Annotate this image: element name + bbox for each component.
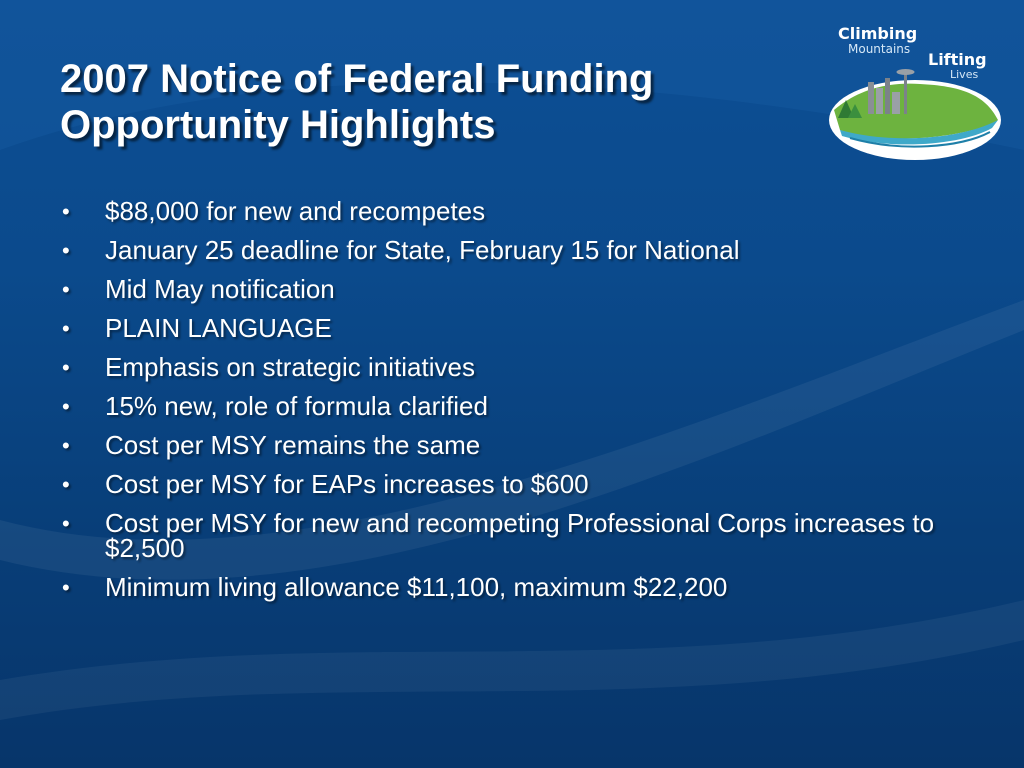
- logo-text-climbing: Climbing: [838, 24, 918, 43]
- bullet-text: $88,000 for new and recompetes: [105, 196, 486, 226]
- bullet-marker: •: [62, 277, 70, 302]
- bullet-text: Cost per MSY for EAPs increases to $600: [105, 469, 589, 499]
- bullet-text: Emphasis on strategic initiatives: [105, 352, 475, 382]
- bullet-text: Mid May notification: [105, 274, 335, 304]
- bullet-marker: •: [62, 394, 70, 419]
- bullet-marker: •: [62, 199, 70, 224]
- bullet-marker: •: [62, 511, 70, 536]
- bullet-text: PLAIN LANGUAGE: [105, 313, 332, 343]
- bullet-marker: •: [62, 433, 70, 458]
- bullet-item: [58, 274, 958, 304]
- bullet-marker: •: [62, 472, 70, 497]
- bullet-marker: •: [62, 355, 70, 380]
- bullet-item: [58, 430, 958, 460]
- title-line-2: Opportunity Highlights: [60, 103, 496, 147]
- logo-text-lifting: Lifting: [928, 50, 987, 69]
- logo-text-lives: Lives: [950, 68, 979, 81]
- logo-text-mountains: Mountains: [848, 42, 911, 56]
- bullet-marker: •: [62, 238, 70, 263]
- bullet-text: 15% new, role of formula clarified: [105, 391, 488, 421]
- bullet-item: [58, 508, 958, 563]
- bullet-text: Cost per MSY for new and recompeting Professional Corps increases to $2,500: [105, 508, 935, 563]
- bullet-marker: •: [62, 575, 70, 600]
- bullet-text: January 25 deadline for State, February 15 for National: [105, 235, 740, 265]
- bullet-text: Cost per MSY remains the same: [105, 430, 481, 460]
- slide-title: [60, 56, 820, 148]
- bullet-item: [58, 235, 958, 265]
- bullet-item: [58, 469, 958, 499]
- bullet-item: [58, 196, 958, 226]
- bullet-item: [58, 352, 958, 382]
- bullet-marker: •: [62, 316, 70, 341]
- title-line-1: 2007 Notice of Federal Funding: [60, 57, 654, 101]
- bullet-item: [58, 572, 958, 602]
- bullet-item: [58, 313, 958, 343]
- bullet-item: [58, 391, 958, 421]
- bullet-list: [58, 196, 958, 614]
- bullet-text: Minimum living allowance $11,100, maximum $22,200: [105, 572, 728, 602]
